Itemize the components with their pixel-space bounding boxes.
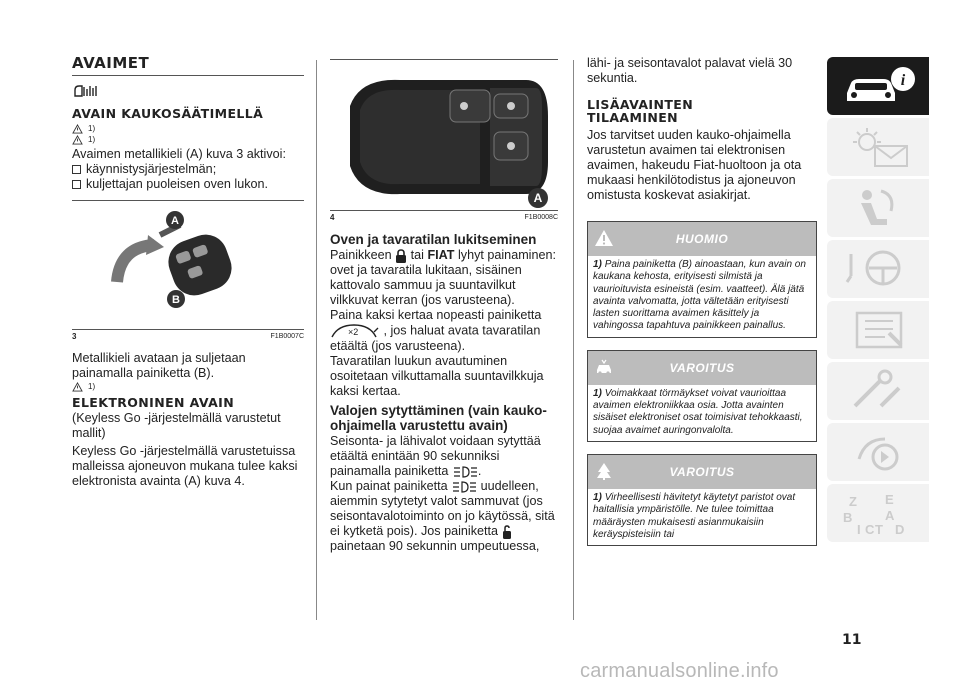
- svg-text:E: E: [885, 492, 894, 507]
- press-twice-label: ×2: [348, 327, 359, 337]
- figure-number: 3: [72, 332, 77, 341]
- steering-icon: [841, 246, 921, 292]
- figure-code: F1B0007C: [270, 333, 304, 340]
- label-b: B: [172, 294, 180, 306]
- subsection-title-extra-keys: LISÄAVAINTEN TILAAMINEN: [587, 97, 694, 125]
- airbag-seat-icon: [841, 185, 921, 231]
- trunk-open-text: Paina kaksi kertaa nopeasti painiketta: [330, 308, 542, 322]
- trunk-open-text-cont: ×2 , jos haluat avata tavaratilan etäältä (jos varusteena).: [330, 323, 541, 353]
- car-info-icon: [841, 63, 921, 109]
- lock-open-icon: [502, 525, 512, 539]
- continued-text: lähi- ja seisontavalot palavat vielä 30 sekuntia.: [587, 56, 793, 85]
- chapter-tab-starting[interactable]: [827, 240, 929, 298]
- warning-triangle-icon: [72, 382, 83, 392]
- figure-caption: [330, 210, 558, 222]
- section-title-avaimet: AVAIMET: [72, 54, 150, 72]
- caution-triangle-icon: [72, 135, 83, 145]
- multimedia-icon: [841, 429, 921, 475]
- watermark: carmanualsonline.info: [580, 660, 779, 682]
- lights-text: Seisonta- ja lähivalot voidaan sytyttää etäältä enintään 90 sekunniksi painamalla painiketta .: [330, 434, 541, 478]
- figure-top-rule: [72, 200, 304, 201]
- environment-tree-icon: [593, 460, 615, 482]
- lock-text: Painikkeen tai FIAT lyhyt painaminen: ovet ja tavaratila lukitaan, sisäinen kattovalo sammuu ja suuntavilkut vilkkuvat kerran (jos varusteena).: [330, 248, 556, 307]
- notice-label: HUOMIO: [675, 232, 729, 246]
- chapter-tab-car-info[interactable]: [827, 57, 929, 115]
- svg-text:B: B: [843, 510, 853, 525]
- column-separator: [316, 60, 317, 620]
- notice-header: [588, 455, 816, 489]
- chapter-tab-multimedia[interactable]: [827, 423, 929, 481]
- electronic-key-text: Keyless Go -järjestelmällä varustetuissa malleissa ajoneuvon mukana tulee kaksi elektronista avainta (A) kuva 4.: [72, 444, 298, 488]
- warning-triangle-icon: [593, 227, 615, 249]
- bullet-item: käynnistysjärjestelmän;: [72, 162, 304, 177]
- column-2: [330, 56, 558, 554]
- chapter-tab-index[interactable]: [827, 484, 929, 542]
- page-number: 11: [842, 632, 862, 648]
- ref-number: 1): [88, 124, 96, 133]
- notice-body: 1) Paina painiketta (B) ainoastaan, kun avain on kaukana kehosta, erityisesti silmistä ja vaurioituvista esineistä (esim. vaatteet). Älä jätä avainta valvomatta, jotta vältetään erityisesti lasten suorittama avaimen käsittely ja vahingossa tapahtuva painikkeen painallus.: [593, 259, 806, 332]
- notice-box: [587, 350, 817, 442]
- electronic-key-illustration: [330, 66, 558, 208]
- notice-body: 1) Virheellisesti hävitetyt käytetyt paristot ovat haitallisia ympäristölle. Ne tulee toimittaa määräysten mukaisesti asianmukaisiin keräyspisteisiin tai: [593, 491, 796, 540]
- figure-caption: [72, 329, 304, 341]
- bullet-item: kuljettajan puoleisen oven lukon.: [72, 177, 304, 192]
- figure-number: 4: [330, 213, 335, 222]
- warning-ref: 1): [72, 382, 304, 392]
- svg-text:T: T: [875, 522, 883, 537]
- column-3: [587, 56, 817, 546]
- warning-lights-icon: [841, 124, 921, 170]
- chapter-tab-warning-lights[interactable]: [827, 118, 929, 176]
- subsection-title-electronic-key: ELEKTRONINEN AVAIN: [72, 395, 235, 410]
- tools-icon: [841, 368, 921, 414]
- car-damage-icon: [593, 356, 615, 378]
- svg-text:i: i: [900, 72, 906, 89]
- figure-top-rule: [330, 59, 558, 60]
- remote-key-illustration: [72, 207, 304, 327]
- fiat-button-label: FIAT: [427, 248, 455, 262]
- chapter-sidebar: [827, 57, 929, 545]
- electronic-key-note: (Keyless Go -järjestelmällä varustetut mallit): [72, 411, 281, 440]
- lights-off-text: Kun painat painiketta uudelleen, aiemmin sytytetyt valot sammuvat (jos seisontavalotoiminto on jo käytössä, sitä ei kytketä pois). Jos painiketta painetaan 90 sekunnin umpeutuessa,: [330, 479, 555, 553]
- heading-lights-on: Valojen sytyttäminen (vain kauko-ohjaimella varustettu avain): [330, 403, 547, 433]
- figure-4: [330, 66, 558, 208]
- headlight-icon: [451, 481, 477, 493]
- heading-door-locking: Oven ja tavaratilan lukitseminen: [330, 232, 537, 247]
- figure-3: [72, 207, 304, 327]
- chapter-tab-safety[interactable]: [827, 179, 929, 237]
- label-a: A: [533, 191, 543, 205]
- svg-text:Z: Z: [849, 494, 857, 509]
- trunk-indicator-text: Tavaratilan luukun avautuminen osoitetaan vilkuttamalla suuntavilkkuja kaksi kertaa.: [330, 354, 544, 398]
- chapter-tab-maintenance[interactable]: [827, 362, 929, 420]
- notice-header: [588, 222, 816, 256]
- column-1: [72, 56, 304, 489]
- label-a: A: [171, 215, 179, 227]
- title-rule: [72, 75, 304, 76]
- svg-text:I: I: [857, 522, 861, 537]
- caution-ref: [72, 135, 304, 145]
- intro-text: Avaimen metallikieli (A) kuva 3 aktivoi:: [72, 147, 286, 161]
- notice-box: [587, 221, 817, 338]
- warning-triangle-icon: [72, 124, 83, 134]
- column-separator: [573, 60, 574, 620]
- bullet-box-icon: [72, 165, 81, 174]
- bullet-box-icon: [72, 180, 81, 189]
- svg-text:C: C: [865, 522, 875, 537]
- wrench-icon: [841, 307, 921, 353]
- chapter-tab-emergency[interactable]: [827, 301, 929, 359]
- notice-box: [587, 454, 817, 546]
- notice-body: 1) Voimakkaat törmäykset voivat vaurioittaa avaimen elektroniikkaa osia. Jotta avainten sisäiset elektroniset osat toimisivat tehokkaasti, suojaa avaimet auringonvalolta.: [593, 387, 803, 436]
- metal-key-text: Metallikieli avataan ja suljetaan painamalla painiketta (B).: [72, 351, 246, 380]
- headlight-icon: [452, 466, 478, 478]
- extra-keys-text: Jos tarvitset uuden kauko-ohjaimella varustetun avaimen tai elektronisen avaimen, hakeudu Fiat-huoltoon ja ota mukaasi henkilötodistus ja ajoneuvon omistusta koskevat asiakirjat.: [587, 128, 802, 202]
- index-icon: [841, 490, 921, 540]
- svg-text:A: A: [885, 508, 895, 523]
- notice-header: [588, 351, 816, 385]
- trunk-double-press-icon: [330, 323, 380, 339]
- ref-number: 1): [88, 135, 96, 144]
- notice-label: VAROITUS: [669, 360, 735, 375]
- subsection-title-remote-key: AVAIN KAUKOSÄÄTIMELLÄ: [72, 106, 264, 121]
- figure-code: F1B0008C: [524, 214, 558, 221]
- key-remote-symbol-icon: [72, 84, 102, 98]
- warning-ref: [72, 124, 304, 134]
- lock-icon: [395, 249, 407, 263]
- svg-text:D: D: [895, 522, 905, 537]
- notice-label: VAROITUS: [669, 464, 735, 479]
